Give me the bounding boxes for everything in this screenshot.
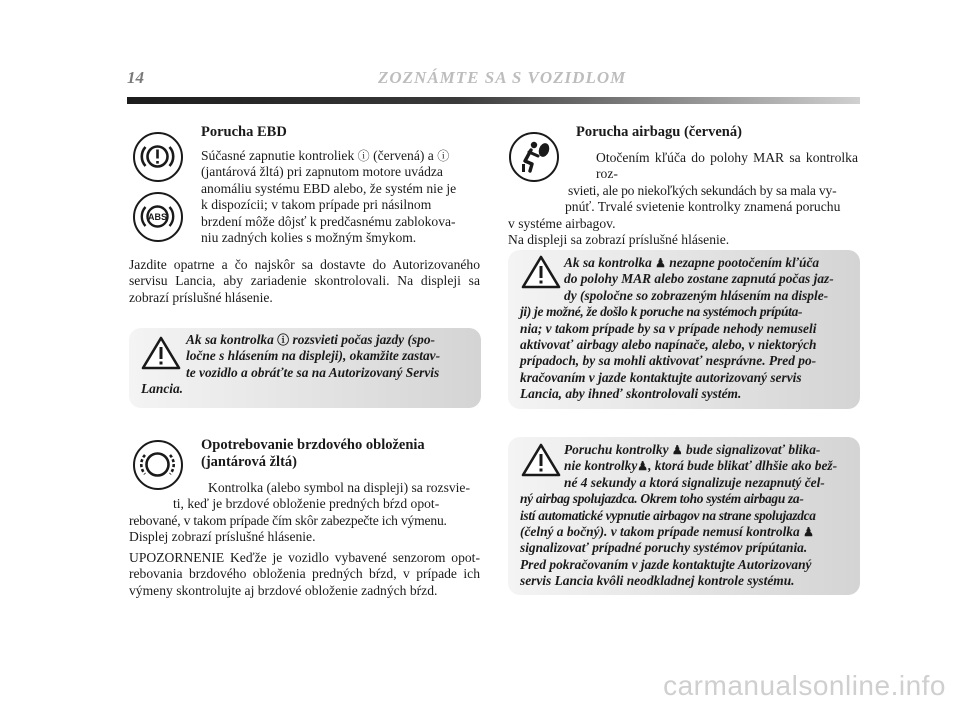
- warning-line: istí automatické vypnutie airbagov na strane spolujazdca: [520, 507, 816, 523]
- brake-pads-body-line: Displej zobrazí príslušné hlásenie.: [129, 529, 316, 545]
- warning-line: Lancia.: [141, 381, 184, 397]
- warning-line-text: (čelný a bočný). v takom prípade nemusí kontrolka: [520, 524, 800, 540]
- ebd-body-line-text: (červená) a: [373, 148, 434, 163]
- warning-line: [520, 458, 852, 474]
- warning-line: [520, 442, 852, 458]
- ebd-warning-box: [129, 328, 481, 408]
- brake-pads-note: UPOZORNENIE Keďže je vozidlo vybavené senzorom opot-rebovania brzdového obloženia predných bŕzd, v prípade ich výmeny skontrolujte aj brzdové obloženie zadných bŕzd.: [129, 550, 480, 598]
- brake-warning-icon: [133, 132, 183, 182]
- warning-line: ji) je možné, že došlo k poruche na systémoch prípúta-: [520, 304, 803, 320]
- warning-line: do polohy MAR alebo zostane zapnutá počas jaz-: [564, 271, 834, 287]
- brake-pads-body-line: rebované, v takom prípade čím skôr zabezpečte ich výmenu.: [129, 512, 447, 528]
- airbag-body-line: Na displeji sa zobrazí príslušné hlásenie.: [508, 232, 730, 248]
- warning-line: signalizovať prípadné poruchy systémov prípútania.: [520, 540, 808, 556]
- abs-icon: [133, 192, 183, 242]
- brake-pads-body: [129, 480, 480, 546]
- brake-warning-icon: ⓘ: [357, 149, 370, 163]
- abs-icon: ⓘ: [437, 149, 450, 163]
- warning-line-text: rozsvieti počas jazdy (spo-: [292, 332, 435, 347]
- warning-line: kračovaním v jazde kontaktujte autorizovaný servis: [520, 369, 802, 385]
- warning-line: nia; v takom prípade by sa v prípade nehody nemuseli: [520, 320, 817, 336]
- warning-line: Pred pokračovaním v jazde kontaktujte Autorizovaný: [520, 556, 812, 572]
- brake-pads-body-line: Kontrolka (alebo symbol na displeji) sa rozsvie-: [208, 480, 470, 495]
- airbag-warning-icon: ♟: [671, 443, 683, 457]
- ebd-warning-text: [141, 332, 472, 398]
- abs-icon-label: ABS: [147, 212, 168, 222]
- brake-warning-icon: ⓘ: [277, 333, 290, 347]
- airbag-body-line: v systéme airbagov.: [508, 215, 616, 231]
- ebd-body-line: anomáliu systému EBD alebo, že systém nie je: [201, 180, 457, 196]
- warning-line: servis Lancia kvôli neodkladnej kontrole systému.: [520, 573, 795, 589]
- airbag-warning-box: [508, 250, 860, 409]
- brake-pads-body-line: ti, keď je brzdové obloženie predných bŕzd opot-: [173, 496, 440, 512]
- warning-line-text: , ktorá bude blikať dlhšie ako bež-: [648, 458, 838, 474]
- warning-line: Lancia, aby ihneď skontrolovali systém.: [520, 386, 742, 402]
- ebd-body2: Jazdite opatrne a čo najskôr sa dostavte do Autorizovaného servisu Lancia, aby zariadenie skontrolovali. Na displeji sa zobrazí príslušné hlásenie.: [129, 257, 480, 305]
- airbag-body-line: Otočením kľúča do polohy MAR sa kontrolka roz-: [596, 150, 858, 182]
- warning-line: ločne s hlásením na displeji), okamžite zastav-: [186, 348, 441, 364]
- header-rule: [127, 97, 860, 104]
- airbag-body-line: pnúť. Trvalé svietenie kontrolky znamená poruchu: [565, 199, 841, 215]
- warning-line: ný airbag spolujazdca. Okrem toho systém airbagu za-: [520, 491, 804, 507]
- warning-line: dy (spoločne so zobrazeným hlásením na disple-: [564, 287, 829, 303]
- brake-pads-heading-line: Opotrebovanie brzdového obloženia: [201, 437, 425, 453]
- warning-line: [141, 332, 472, 348]
- airbag-warning-icon: ♟: [655, 256, 666, 270]
- page-number: 14: [127, 68, 144, 87]
- warning-line-text: nie kontrolky: [564, 458, 638, 474]
- warning-line-text: Ak sa kontrolka: [564, 255, 652, 270]
- warning-line-text: nezapne pootočením kľúča: [669, 255, 820, 270]
- ebd-heading: Porucha EBD: [201, 124, 287, 140]
- ebd-body-line-text: Súčasné zapnutie kontroliek: [201, 148, 355, 163]
- warning-line: né 4 sekundy a ktorá signalizuje nezapnutý čel-: [564, 474, 825, 490]
- ebd-body-line: niu zadných kolies s možným šmykom.: [201, 230, 417, 246]
- airbag-body: [508, 150, 858, 248]
- airbag-warning-text: [520, 255, 852, 403]
- airbag-warning-icon: ♟: [803, 525, 814, 540]
- ebd-body-line: (jantárová žltá) pri zapnutom motore uvádza: [201, 164, 443, 180]
- ebd-body-line: brzdení môže dôjsť k predčasnému zablokova-: [201, 213, 456, 229]
- passenger-airbag-off-icon: ♟: [637, 459, 649, 474]
- warning-line: aktivovať airbagy alebo napínače, alebo, v niektorých: [520, 337, 817, 353]
- ebd-body: [201, 148, 480, 246]
- warning-line: prípadoch, by sa mohli aktivovať nesprávne. Pred po-: [520, 353, 817, 369]
- warning-line: [520, 255, 852, 271]
- warning-line-text: bude signalizovať blika-: [686, 442, 821, 457]
- ebd-body-line: [201, 148, 480, 164]
- airbag-fault-warning-box: [508, 437, 860, 595]
- brake-pads-heading: [201, 437, 425, 471]
- warning-line-text: Poruchu kontrolky: [564, 442, 669, 457]
- warning-line: te vozidlo a obráťte sa na Autorizovaný Servis: [186, 364, 440, 380]
- warning-line-text: Ak sa kontrolka: [186, 332, 274, 347]
- watermark: carmanualsonline.info: [663, 670, 946, 701]
- warning-line: [520, 524, 852, 540]
- section-title: ZOZNÁMTE SA S VOZIDLOM: [378, 68, 627, 87]
- airbag-heading: Porucha airbagu (červená): [576, 124, 742, 140]
- ebd-body-line: k dispozícii; v takom prípade pri násilnom: [201, 197, 432, 213]
- airbag-body-line: svieti, ale po niekoľkých sekundách by sa mala vy-: [568, 182, 837, 198]
- brake-pads-heading-line: (jantárová žltá): [201, 454, 297, 470]
- airbag-fault-warning-text: [520, 442, 852, 590]
